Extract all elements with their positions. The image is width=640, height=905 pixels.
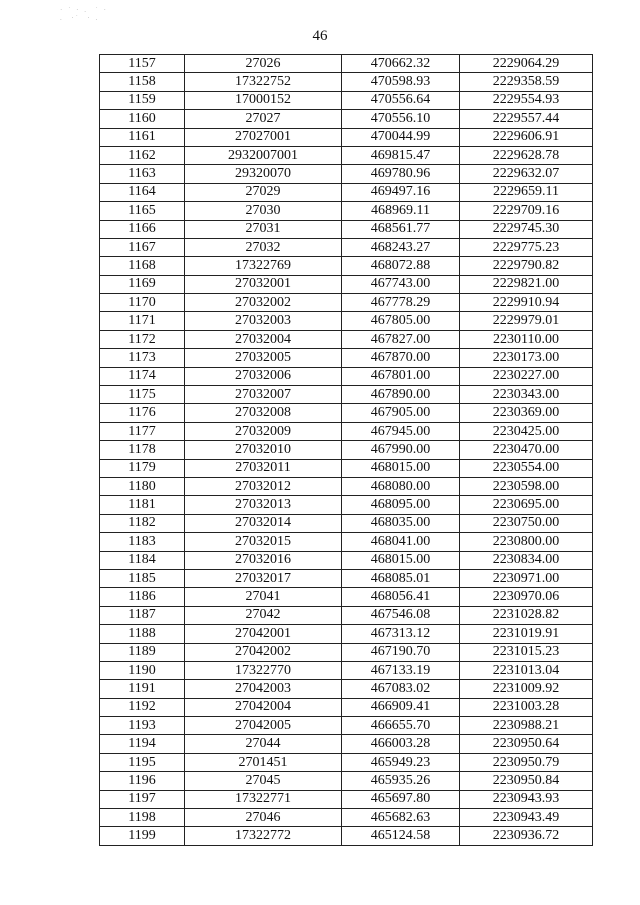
coordinates-table [99, 54, 593, 846]
point-number-cell: 1184 [100, 551, 185, 569]
point-code-cell: 17322772 [185, 827, 342, 845]
x-coordinate-cell: 469497.16 [342, 183, 460, 201]
y-coordinate-cell: 2230950.84 [460, 772, 593, 790]
point-code-cell: 27032005 [185, 349, 342, 367]
y-coordinate-cell: 2231013.04 [460, 661, 593, 679]
point-number-cell: 1175 [100, 386, 185, 404]
point-number-cell: 1160 [100, 110, 185, 128]
point-number-cell: 1186 [100, 588, 185, 606]
point-code-cell: 27042003 [185, 680, 342, 698]
y-coordinate-cell: 2230936.72 [460, 827, 593, 845]
table-row [100, 625, 593, 643]
x-coordinate-cell: 468041.00 [342, 533, 460, 551]
y-coordinate-cell: 2231003.28 [460, 698, 593, 716]
point-code-cell: 2932007001 [185, 146, 342, 164]
point-number-cell: 1194 [100, 735, 185, 753]
point-code-cell: 29320070 [185, 165, 342, 183]
point-number-cell: 1196 [100, 772, 185, 790]
y-coordinate-cell: 2229745.30 [460, 220, 593, 238]
point-number-cell: 1191 [100, 680, 185, 698]
y-coordinate-cell: 2230943.49 [460, 809, 593, 827]
x-coordinate-cell: 467905.00 [342, 404, 460, 422]
point-code-cell: 27032006 [185, 367, 342, 385]
table-row [100, 349, 593, 367]
x-coordinate-cell: 467743.00 [342, 275, 460, 293]
point-code-cell: 2701451 [185, 753, 342, 771]
point-number-cell: 1166 [100, 220, 185, 238]
point-code-cell: 27032016 [185, 551, 342, 569]
y-coordinate-cell: 2230369.00 [460, 404, 593, 422]
y-coordinate-cell: 2229709.16 [460, 202, 593, 220]
point-code-cell: 27032014 [185, 514, 342, 532]
x-coordinate-cell: 467945.00 [342, 422, 460, 440]
y-coordinate-cell: 2230943.93 [460, 790, 593, 808]
x-coordinate-cell: 468095.00 [342, 496, 460, 514]
y-coordinate-cell: 2231019.91 [460, 625, 593, 643]
table-row [100, 496, 593, 514]
x-coordinate-cell: 470044.99 [342, 128, 460, 146]
point-number-cell: 1172 [100, 330, 185, 348]
point-number-cell: 1198 [100, 809, 185, 827]
table-row [100, 717, 593, 735]
y-coordinate-cell: 2229821.00 [460, 275, 593, 293]
table-row [100, 441, 593, 459]
y-coordinate-cell: 2230470.00 [460, 441, 593, 459]
y-coordinate-cell: 2229790.82 [460, 257, 593, 275]
y-coordinate-cell: 2230988.21 [460, 717, 593, 735]
x-coordinate-cell: 467870.00 [342, 349, 460, 367]
y-coordinate-cell: 2229775.23 [460, 238, 593, 256]
x-coordinate-cell: 465949.23 [342, 753, 460, 771]
point-code-cell: 27027001 [185, 128, 342, 146]
point-code-cell: 17000152 [185, 91, 342, 109]
point-number-cell: 1170 [100, 294, 185, 312]
point-number-cell: 1178 [100, 441, 185, 459]
page-number: 46 [312, 28, 328, 44]
x-coordinate-cell: 468035.00 [342, 514, 460, 532]
x-coordinate-cell: 467313.12 [342, 625, 460, 643]
table-row [100, 569, 593, 587]
table-body [100, 55, 593, 846]
y-coordinate-cell: 2229358.59 [460, 73, 593, 91]
point-number-cell: 1183 [100, 533, 185, 551]
x-coordinate-cell: 468243.27 [342, 238, 460, 256]
x-coordinate-cell: 469780.96 [342, 165, 460, 183]
table-row [100, 661, 593, 679]
point-code-cell: 27032011 [185, 459, 342, 477]
point-number-cell: 1171 [100, 312, 185, 330]
y-coordinate-cell: 2229632.07 [460, 165, 593, 183]
table-row [100, 220, 593, 238]
table-row [100, 386, 593, 404]
table-row [100, 165, 593, 183]
x-coordinate-cell: 470556.64 [342, 91, 460, 109]
y-coordinate-cell: 2230173.00 [460, 349, 593, 367]
scan-artifact: · ˙ · . ˙ · . ·˙ · . [60, 6, 108, 22]
point-number-cell: 1158 [100, 73, 185, 91]
table-row [100, 514, 593, 532]
point-code-cell: 27032 [185, 238, 342, 256]
point-number-cell: 1179 [100, 459, 185, 477]
point-number-cell: 1182 [100, 514, 185, 532]
table-row [100, 367, 593, 385]
point-code-cell: 27032007 [185, 386, 342, 404]
x-coordinate-cell: 470662.32 [342, 55, 460, 73]
x-coordinate-cell: 467990.00 [342, 441, 460, 459]
point-code-cell: 27032002 [185, 294, 342, 312]
point-number-cell: 1185 [100, 569, 185, 587]
y-coordinate-cell: 2229064.29 [460, 55, 593, 73]
table-row [100, 422, 593, 440]
point-code-cell: 27029 [185, 183, 342, 201]
table-row [100, 183, 593, 201]
point-number-cell: 1189 [100, 643, 185, 661]
y-coordinate-cell: 2230598.00 [460, 477, 593, 495]
point-number-cell: 1192 [100, 698, 185, 716]
x-coordinate-cell: 465697.80 [342, 790, 460, 808]
table-row [100, 257, 593, 275]
point-code-cell: 27032013 [185, 496, 342, 514]
table-row [100, 459, 593, 477]
table-row [100, 202, 593, 220]
x-coordinate-cell: 468015.00 [342, 551, 460, 569]
point-number-cell: 1157 [100, 55, 185, 73]
point-number-cell: 1174 [100, 367, 185, 385]
x-coordinate-cell: 467190.70 [342, 643, 460, 661]
x-coordinate-cell: 467546.08 [342, 606, 460, 624]
y-coordinate-cell: 2229659.11 [460, 183, 593, 201]
x-coordinate-cell: 467805.00 [342, 312, 460, 330]
point-code-cell: 27032004 [185, 330, 342, 348]
point-code-cell: 27044 [185, 735, 342, 753]
y-coordinate-cell: 2231028.82 [460, 606, 593, 624]
point-number-cell: 1159 [100, 91, 185, 109]
y-coordinate-cell: 2230343.00 [460, 386, 593, 404]
table-row [100, 809, 593, 827]
table-row [100, 827, 593, 845]
table-row [100, 606, 593, 624]
x-coordinate-cell: 468085.01 [342, 569, 460, 587]
table-row [100, 680, 593, 698]
point-number-cell: 1193 [100, 717, 185, 735]
table-row [100, 477, 593, 495]
y-coordinate-cell: 2230834.00 [460, 551, 593, 569]
point-number-cell: 1188 [100, 625, 185, 643]
point-code-cell: 27042001 [185, 625, 342, 643]
x-coordinate-cell: 470598.93 [342, 73, 460, 91]
y-coordinate-cell: 2229628.78 [460, 146, 593, 164]
point-number-cell: 1176 [100, 404, 185, 422]
point-code-cell: 27042002 [185, 643, 342, 661]
table-row [100, 55, 593, 73]
table-row [100, 698, 593, 716]
point-code-cell: 27032008 [185, 404, 342, 422]
table-row [100, 275, 593, 293]
y-coordinate-cell: 2229606.91 [460, 128, 593, 146]
y-coordinate-cell: 2230695.00 [460, 496, 593, 514]
point-number-cell: 1161 [100, 128, 185, 146]
y-coordinate-cell: 2230227.00 [460, 367, 593, 385]
table-row [100, 330, 593, 348]
point-code-cell: 27046 [185, 809, 342, 827]
y-coordinate-cell: 2230950.64 [460, 735, 593, 753]
point-code-cell: 27032010 [185, 441, 342, 459]
x-coordinate-cell: 468015.00 [342, 459, 460, 477]
point-number-cell: 1197 [100, 790, 185, 808]
table-row [100, 294, 593, 312]
point-number-cell: 1181 [100, 496, 185, 514]
table-row [100, 312, 593, 330]
x-coordinate-cell: 468969.11 [342, 202, 460, 220]
point-number-cell: 1187 [100, 606, 185, 624]
x-coordinate-cell: 465682.63 [342, 809, 460, 827]
table-row [100, 790, 593, 808]
point-code-cell: 27041 [185, 588, 342, 606]
table-row [100, 110, 593, 128]
x-coordinate-cell: 467890.00 [342, 386, 460, 404]
x-coordinate-cell: 465935.26 [342, 772, 460, 790]
point-code-cell: 27042004 [185, 698, 342, 716]
point-code-cell: 27027 [185, 110, 342, 128]
y-coordinate-cell: 2229557.44 [460, 110, 593, 128]
point-code-cell: 27032012 [185, 477, 342, 495]
y-coordinate-cell: 2230425.00 [460, 422, 593, 440]
table-row [100, 404, 593, 422]
x-coordinate-cell: 467801.00 [342, 367, 460, 385]
point-code-cell: 27032015 [185, 533, 342, 551]
x-coordinate-cell: 468056.41 [342, 588, 460, 606]
table-row [100, 533, 593, 551]
point-code-cell: 17322769 [185, 257, 342, 275]
table-row [100, 146, 593, 164]
table-row [100, 551, 593, 569]
point-number-cell: 1199 [100, 827, 185, 845]
table-row [100, 128, 593, 146]
point-code-cell: 27031 [185, 220, 342, 238]
x-coordinate-cell: 465124.58 [342, 827, 460, 845]
point-code-cell: 17322771 [185, 790, 342, 808]
table-row [100, 735, 593, 753]
y-coordinate-cell: 2230970.06 [460, 588, 593, 606]
x-coordinate-cell: 470556.10 [342, 110, 460, 128]
x-coordinate-cell: 466909.41 [342, 698, 460, 716]
point-code-cell: 17322752 [185, 73, 342, 91]
table-row [100, 238, 593, 256]
table-row [100, 753, 593, 771]
point-code-cell: 27030 [185, 202, 342, 220]
point-code-cell: 27032009 [185, 422, 342, 440]
point-number-cell: 1190 [100, 661, 185, 679]
point-number-cell: 1162 [100, 146, 185, 164]
x-coordinate-cell: 468080.00 [342, 477, 460, 495]
point-code-cell: 27032017 [185, 569, 342, 587]
x-coordinate-cell: 467133.19 [342, 661, 460, 679]
point-number-cell: 1163 [100, 165, 185, 183]
point-code-cell: 27032001 [185, 275, 342, 293]
y-coordinate-cell: 2229554.93 [460, 91, 593, 109]
point-code-cell: 27032003 [185, 312, 342, 330]
y-coordinate-cell: 2230800.00 [460, 533, 593, 551]
y-coordinate-cell: 2230950.79 [460, 753, 593, 771]
x-coordinate-cell: 466003.28 [342, 735, 460, 753]
y-coordinate-cell: 2230750.00 [460, 514, 593, 532]
table-row [100, 588, 593, 606]
x-coordinate-cell: 468072.88 [342, 257, 460, 275]
table-row [100, 91, 593, 109]
y-coordinate-cell: 2230971.00 [460, 569, 593, 587]
table-row [100, 73, 593, 91]
x-coordinate-cell: 467083.02 [342, 680, 460, 698]
point-number-cell: 1169 [100, 275, 185, 293]
table-row [100, 772, 593, 790]
point-number-cell: 1168 [100, 257, 185, 275]
point-code-cell: 27026 [185, 55, 342, 73]
table-row [100, 643, 593, 661]
x-coordinate-cell: 468561.77 [342, 220, 460, 238]
y-coordinate-cell: 2229910.94 [460, 294, 593, 312]
y-coordinate-cell: 2229979.01 [460, 312, 593, 330]
point-number-cell: 1167 [100, 238, 185, 256]
point-code-cell: 27042005 [185, 717, 342, 735]
y-coordinate-cell: 2230554.00 [460, 459, 593, 477]
y-coordinate-cell: 2230110.00 [460, 330, 593, 348]
point-code-cell: 27042 [185, 606, 342, 624]
point-number-cell: 1165 [100, 202, 185, 220]
point-code-cell: 17322770 [185, 661, 342, 679]
point-number-cell: 1164 [100, 183, 185, 201]
x-coordinate-cell: 466655.70 [342, 717, 460, 735]
y-coordinate-cell: 2231015.23 [460, 643, 593, 661]
y-coordinate-cell: 2231009.92 [460, 680, 593, 698]
x-coordinate-cell: 469815.47 [342, 146, 460, 164]
x-coordinate-cell: 467778.29 [342, 294, 460, 312]
point-number-cell: 1195 [100, 753, 185, 771]
point-number-cell: 1173 [100, 349, 185, 367]
point-code-cell: 27045 [185, 772, 342, 790]
point-number-cell: 1177 [100, 422, 185, 440]
x-coordinate-cell: 467827.00 [342, 330, 460, 348]
point-number-cell: 1180 [100, 477, 185, 495]
